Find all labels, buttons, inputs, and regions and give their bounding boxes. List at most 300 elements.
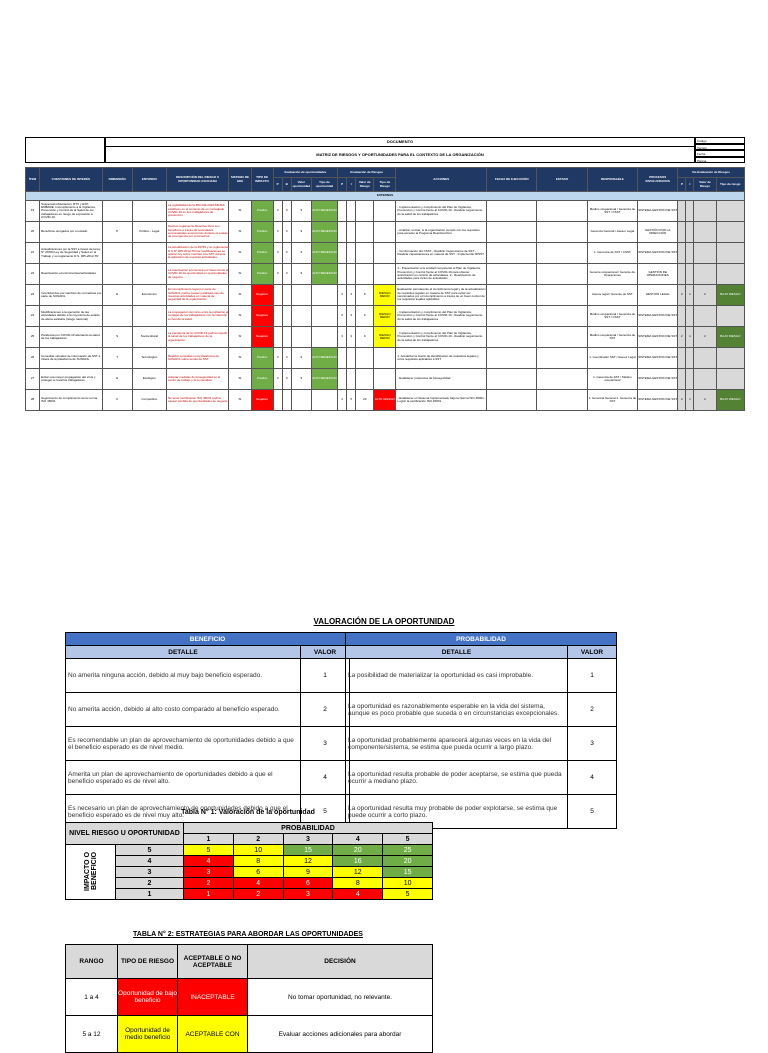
row-op-p xyxy=(273,327,282,348)
row-re-p xyxy=(678,222,686,243)
col-tipo-r: Tipo de Riesgo xyxy=(374,178,396,192)
row-acciones: - Establecer un Sistema Implementado bajo la Norma ISO 45001 - Lograr la certificación ISO 45001 xyxy=(396,390,487,411)
tabla1-prob-col: 1 xyxy=(184,834,234,845)
row-re-tipo xyxy=(716,369,744,390)
row-r-tipo: RIESGO MEDIO xyxy=(374,285,396,306)
row-op-p xyxy=(273,390,282,411)
row-cuestion: Actualizaciones por la SST a través de la ley N° 29783 Ley de Seguridad y Salud en el Trabajo y su reglamento D.S. 005-2012-TR xyxy=(40,243,102,264)
row-r-tipo xyxy=(374,264,396,285)
col-p2: P xyxy=(338,178,347,192)
row-dimension: C xyxy=(102,390,132,411)
row-estado xyxy=(537,390,587,411)
row-re-tipo xyxy=(716,201,744,222)
tabla1-row xyxy=(66,867,433,878)
tabla1-cell: 3 xyxy=(184,867,234,878)
group-reevaluacion: Re-Evaluación de Riesgos xyxy=(678,168,745,178)
row-descripcion: La pandemia de la COVID-19 podría impedir la salud de los trabajadores de la organización. xyxy=(166,327,228,348)
tabla2-col: RANGO xyxy=(66,945,118,979)
matrix-row xyxy=(26,222,745,243)
row-cuestion: Modificaciones a la ejecución de las actividades debido a la coyuntura de estado de alerta sanitaria (riesgo nacional) xyxy=(40,306,102,327)
row-entorno: Político - Legal xyxy=(132,222,166,243)
row-fecha xyxy=(487,369,537,390)
beneficio-detalle: No amerita ninguna acción, debido al muy bajo beneficio esperado. xyxy=(66,659,301,693)
matrix-header xyxy=(25,137,745,163)
tabla1-cell: 1 xyxy=(184,889,234,900)
row-tipo-impacto: Positivo xyxy=(251,369,273,390)
beneficio-detalle: Es recomendable un plan de aprovechamiento de oportunidades debido a que el beneficio esperado es de nivel medio. xyxy=(66,727,301,761)
beneficio-row xyxy=(66,693,350,727)
row-fecha xyxy=(487,285,537,306)
row-cuestion: Seguimiento de cumplimiento de la norma ISO 45001 xyxy=(40,390,102,411)
probabilidad-valor: 4 xyxy=(568,761,617,795)
row-fecha xyxy=(487,306,537,327)
row-op-tipo: ALTO BENEFICIO xyxy=(311,222,337,243)
document-title-block xyxy=(105,137,695,163)
row-responsable: 1. Gerencia de SST / Médico ocupacional xyxy=(587,369,637,390)
group-riesgo: Evaluación de Riesgos xyxy=(338,168,396,178)
document-label: DOCUMENTO xyxy=(106,138,694,147)
probabilidad-valor: 5 xyxy=(568,795,617,829)
row-descripcion: Realizar consultas en la plataforma de SUNAFIL sobre temas de SST. xyxy=(166,348,228,369)
row-tipo-impacto: Positivo xyxy=(251,201,273,222)
matrix-row xyxy=(26,348,745,369)
row-descripcion: Decreto reglamento Reactiva Perú con beneficios a través de sociedades empresariales económicas durante el estado de emergencia por coronavirus. xyxy=(166,222,228,243)
tabla1-cell: 4 xyxy=(184,856,234,867)
tabla1-row xyxy=(66,845,433,856)
row-item: 23 xyxy=(26,285,40,306)
beneficio-row xyxy=(66,727,350,761)
row-r-tipo: RIESGO MEDIO xyxy=(374,327,396,348)
row-op-tipo: ALTO BENEFICIO xyxy=(311,369,337,390)
tabla2-decision: No tomar oportunidad, no relevante. xyxy=(248,979,433,1016)
row-fecha xyxy=(487,243,537,264)
row-op-tipo: ALTO BENEFICIO xyxy=(311,201,337,222)
probabilidad-valor: 3 xyxy=(568,727,617,761)
col-i: I xyxy=(347,178,356,192)
col-procesos: PROCESOS INVOLUCRADOS xyxy=(638,168,678,192)
tabla1-cell: 10 xyxy=(383,878,433,889)
row-procesos: SISTEMA GESTION DE SST xyxy=(638,306,678,327)
col-entorno: ENTORNO xyxy=(132,168,166,192)
row-r-i xyxy=(347,243,356,264)
tabla1-cell: 9 xyxy=(283,867,333,878)
row-re-i xyxy=(686,369,694,390)
group-oportunidad: Evaluación de oportunidades xyxy=(273,168,337,178)
row-op-p: 3 xyxy=(273,222,282,243)
row-procesos: SISTEMA GESTION DE SST xyxy=(638,369,678,390)
col-responsable: RESPONSABLE xyxy=(587,168,637,192)
row-sistema: SI xyxy=(229,264,251,285)
tabla2-col: DECISIÓN xyxy=(248,945,433,979)
row-r-tipo: RIESGO MEDIO xyxy=(374,306,396,327)
row-fecha xyxy=(487,201,537,222)
row-re-tipo xyxy=(716,264,744,285)
col-b: B xyxy=(282,178,291,192)
beneficio-row xyxy=(66,659,350,693)
col-tipo-r2: Tipo de riesgo xyxy=(716,178,744,192)
row-entorno xyxy=(132,264,166,285)
row-op-p: 3 xyxy=(273,243,282,264)
tabla1-cell: 6 xyxy=(233,867,283,878)
tabla2-aceptable: ACEPTABLE CON xyxy=(178,1016,248,1053)
probabilidad-title: PROBABILIDAD xyxy=(346,633,617,646)
tabla2-caption: TABLA N° 2: ESTRATEGIAS PARA ABORDAR LAS OPORTUNIDADES xyxy=(133,931,363,938)
row-op-tipo xyxy=(311,327,337,348)
probabilidad-row xyxy=(346,727,617,761)
row-r-valor xyxy=(356,222,374,243)
row-responsable: 1. Gerencia de SST / CSST xyxy=(587,243,637,264)
row-procesos: SISTEMA GESTION DE SST xyxy=(638,348,678,369)
row-r-i xyxy=(347,264,356,285)
row-procesos: SISTEMA GESTION DE SST xyxy=(638,243,678,264)
row-estado xyxy=(537,327,587,348)
row-descripcion: No tener certificación ISO 45001 podría causar pérdida de oportunidades de negocio. xyxy=(166,390,228,411)
matrix-row xyxy=(26,285,745,306)
row-op-b: 3 xyxy=(282,264,291,285)
tabla2-col: TIPO DE RIESGO xyxy=(118,945,178,979)
row-op-tipo: ALTO BENEFICIO xyxy=(311,348,337,369)
row-op-valor xyxy=(291,327,311,348)
row-entorno xyxy=(132,201,166,222)
row-procesos: SISTEMA GESTION DE SST xyxy=(638,390,678,411)
col-sistema: SISTEMA DE GDE xyxy=(229,168,251,192)
row-op-b: 3 xyxy=(282,201,291,222)
row-descripcion: Adoptar medidas de bioseguridad en el centro de trabajo y la comunidad. xyxy=(166,369,228,390)
row-re-i xyxy=(686,243,694,264)
row-re-tipo xyxy=(716,306,744,327)
row-r-tipo xyxy=(374,222,396,243)
tabla1-benefit-value: 3 xyxy=(116,867,184,878)
row-descripcion: La actualización de la 29783 y su reglamento D.S N° 005-2012-TR las modificaciones se aplican ley sobre contrato a la SST durante la aplicación de nuestras actividades. xyxy=(166,243,228,264)
row-item: 27 xyxy=(26,369,40,390)
tabla1-benefit-value: 1 xyxy=(116,889,184,900)
row-op-valor: 9 xyxy=(291,201,311,222)
row-re-p xyxy=(678,264,686,285)
probabilidad-detalle: La oportunidad es razonablemente esperable en la vida del sistema, aunque es poco probable que suceda o en circunstancias excepcionales. xyxy=(346,693,568,727)
tabla1-cell: 3 xyxy=(283,889,333,900)
row-estado xyxy=(537,201,587,222)
row-dimension: P xyxy=(102,222,132,243)
beneficio-table xyxy=(65,632,350,829)
row-op-tipo: ALTO BENEFICIO xyxy=(311,264,337,285)
row-item: 21 xyxy=(26,243,40,264)
row-fecha xyxy=(487,348,537,369)
beneficio-valor: 2 xyxy=(301,693,350,727)
tabla1-cell: 20 xyxy=(333,845,383,856)
row-dimension: S xyxy=(102,327,132,348)
row-sistema: SI xyxy=(229,390,251,411)
tabla1-cell: 20 xyxy=(383,856,433,867)
row-re-i: 1 xyxy=(686,285,694,306)
row-re-valor: 2 xyxy=(694,390,716,411)
row-sistema: SI xyxy=(229,285,251,306)
logo-cell xyxy=(25,137,105,163)
row-r-p: 3 xyxy=(338,285,347,306)
row-op-valor: 9 xyxy=(291,222,311,243)
beneficio-title: BENEFICIO xyxy=(66,633,350,646)
row-op-valor: 9 xyxy=(291,243,311,264)
row-acciones: - Establecer protocolos de bioseguridad xyxy=(396,369,487,390)
tabla1-prob-col: 3 xyxy=(283,834,333,845)
col-p3: P xyxy=(678,178,686,192)
row-item: 19 xyxy=(26,201,40,222)
row-responsable: Médico ocupacional / Gerencia de SST / CSST xyxy=(587,306,637,327)
meta-code: Código xyxy=(695,137,745,144)
row-re-valor xyxy=(694,348,716,369)
row-item: 25 xyxy=(26,327,40,348)
tabla1-cell: 4 xyxy=(333,889,383,900)
row-procesos: GESTION LEGAL xyxy=(638,285,678,306)
tabla2-row xyxy=(66,1016,433,1053)
probabilidad-valor: 1 xyxy=(568,659,617,693)
row-acciones: - Implementación y cumplimiento del Plan de Vigilancia, Prevención y Control frente al COVID-19 - Realizar seguimiento de la salud de los trabajadores xyxy=(396,327,487,348)
tabla2-aceptable: INACEPTABLE xyxy=(178,979,248,1016)
tabla1-cell: 8 xyxy=(333,878,383,889)
tabla1-cell: 10 xyxy=(233,845,283,856)
row-acciones: 1.- Presentación a la entidad competente el Plan de Vigilancia, Prevención y Control frente al COVID-19 para obtener autorización en reinicio de actividades. 2.- Reactivación de actividades para ciclos de actividades xyxy=(396,264,487,285)
row-r-valor: 9 xyxy=(356,327,374,348)
tabla1-cell: 25 xyxy=(383,845,433,856)
row-re-p xyxy=(678,201,686,222)
tabla1-row xyxy=(66,878,433,889)
row-r-i xyxy=(347,222,356,243)
tabla1-caption: Tabla N° 1: Valoración de la oportunidad xyxy=(181,809,315,816)
row-responsable: 1. Gerencia General 2. Gerencia de SST xyxy=(587,390,637,411)
row-dimension xyxy=(102,201,132,222)
row-responsable: Asesor legal / Gerente de SST xyxy=(587,285,637,306)
row-r-tipo xyxy=(374,243,396,264)
row-responsable: 1. Coordinador SST / Asesor Legal xyxy=(587,348,637,369)
tabla1-prob-col: 2 xyxy=(233,834,283,845)
probabilidad-row xyxy=(346,693,617,727)
row-re-i: 1 xyxy=(686,327,694,348)
row-re-p xyxy=(678,306,686,327)
beneficio-row xyxy=(66,761,350,795)
row-re-i xyxy=(686,306,694,327)
row-r-i: 3 xyxy=(347,327,356,348)
row-op-tipo xyxy=(311,285,337,306)
row-descripcion: El incumplimiento legal por parte de SUNAFIL podría causar paralizaciones de nuestras actividades en materia de seguridad de la organización. xyxy=(166,285,228,306)
row-r-p: 3 xyxy=(338,306,347,327)
row-r-tipo xyxy=(374,201,396,222)
beneficio-detalle: No amerita acción, debido al alto costo comparado al beneficio esperado. xyxy=(66,693,301,727)
row-tipo-impacto: Positivo xyxy=(251,222,273,243)
tabla2-decision: Evaluar acciones adicionales para abordar xyxy=(248,1016,433,1053)
matrix-row xyxy=(26,369,745,390)
row-re-valor xyxy=(694,306,716,327)
row-r-p xyxy=(338,264,347,285)
row-dimension: E xyxy=(102,369,132,390)
row-r-valor xyxy=(356,201,374,222)
col-descripcion: DESCRIPCIÓN DEL RIESGO U OPORTUNIDAD ASOCIADA xyxy=(166,168,228,192)
meta-page: Página xyxy=(695,157,745,164)
beneficio-valor: 4 xyxy=(301,761,350,795)
row-re-i: 1 xyxy=(686,390,694,411)
col-dimension: DIMENSIÓN xyxy=(102,168,132,192)
section-externas: EXTERNAS xyxy=(26,192,745,201)
row-r-i: 3 xyxy=(347,306,356,327)
tabla1-cell: 15 xyxy=(283,845,333,856)
col-tipo: TIPO DE IMPACTO xyxy=(251,168,273,192)
row-r-valor: 9 xyxy=(356,306,374,327)
row-r-valor xyxy=(356,348,374,369)
row-cuestion: Consultas virtuales de información de SST a través de la plataforma de SUNAFIL xyxy=(40,348,102,369)
tabla1-cell: 5 xyxy=(383,889,433,900)
row-re-valor xyxy=(694,201,716,222)
tabla1-matrix xyxy=(65,822,433,900)
row-sistema: SI xyxy=(229,369,251,390)
col-p: P xyxy=(273,178,282,192)
row-op-b xyxy=(282,390,291,411)
tabla1-benefit-value: 4 xyxy=(116,856,184,867)
row-entorno xyxy=(132,243,166,264)
row-sistema: SI xyxy=(229,222,251,243)
tabla1-cell: 12 xyxy=(283,856,333,867)
tabla2-col: ACEPTABLE O NO ACEPTABLE xyxy=(178,945,248,979)
row-fecha xyxy=(487,264,537,285)
row-r-p xyxy=(338,201,347,222)
row-tipo-impacto: Positivo xyxy=(251,243,273,264)
tabla1-cell: 2 xyxy=(233,889,283,900)
row-dimension xyxy=(102,306,132,327)
tabla1-corner: NIVEL RIESGO U OPORTUNIDAD xyxy=(66,823,184,845)
row-op-valor xyxy=(291,390,311,411)
col-item: ÍTEM xyxy=(26,168,40,192)
probabilidad-detalle: La oportunidad probablemente aparecerá algunas veces en la vida del componente/sistema, se estima que pueda ocurrir a largo plazo. xyxy=(346,727,568,761)
row-op-b: 3 xyxy=(282,369,291,390)
row-estado xyxy=(537,264,587,285)
row-op-valor xyxy=(291,306,311,327)
row-r-valor xyxy=(356,243,374,264)
tabla1-impact-text: IMPACTO O BENEFICIO xyxy=(83,851,98,891)
row-r-valor: 9 xyxy=(356,285,374,306)
row-entorno: Sociocultural xyxy=(132,327,166,348)
row-r-p xyxy=(338,243,347,264)
row-re-valor xyxy=(694,264,716,285)
col-acciones: ACCIONES xyxy=(396,168,487,192)
row-item: 22 xyxy=(26,264,40,285)
row-estado xyxy=(537,348,587,369)
row-r-valor xyxy=(356,369,374,390)
row-acciones: Evaluación permanente el cumplimiento legal y de la actualización de requisitos legales en materia de SST para evitar ser sancionados por el incumplimiento a través de un buen control de los requisitos legales aplicables xyxy=(396,285,487,306)
col-fecha: FECHA DE EJECUCIÓN xyxy=(487,168,537,192)
row-cuestion: Beneficios otorgados por el estado xyxy=(40,222,102,243)
row-re-tipo: BAJO RIESGO xyxy=(716,390,744,411)
row-re-i xyxy=(686,201,694,222)
row-sistema: SI xyxy=(229,348,251,369)
tabla2-tipo: Oportunidad de medio beneficio xyxy=(118,1016,178,1053)
matrix-row xyxy=(26,390,745,411)
row-item: 24 xyxy=(26,306,40,327)
row-acciones: 1. Actualizar la matriz de identificación de requisitos legales y otros requisitos aplicables a SST xyxy=(396,348,487,369)
row-item: 20 xyxy=(26,222,40,243)
beneficio-valor: 5 xyxy=(301,795,350,829)
matrix-row xyxy=(26,327,745,348)
row-procesos: GESTIÓN POR LA DIRECCIÓN xyxy=(638,222,678,243)
row-op-b xyxy=(282,306,291,327)
row-estado xyxy=(537,243,587,264)
row-cuestion: Incertidumbre por cambios de normativas por parte de SUNAFIL xyxy=(40,285,102,306)
col-valor-op: Valor oportunidad xyxy=(291,178,311,192)
col-tipo-op: Tipo de oportunidad xyxy=(311,178,337,192)
row-cuestion: Pandemia por COVID-19 afectando la salud de los trabajadores xyxy=(40,327,102,348)
row-re-p xyxy=(678,348,686,369)
row-sistema: SI xyxy=(229,201,251,222)
row-fecha xyxy=(487,390,537,411)
row-op-p: 3 xyxy=(273,369,282,390)
row-re-i xyxy=(686,264,694,285)
row-op-p: 3 xyxy=(273,264,282,285)
probabilidad-col-detalle: DETALLE xyxy=(346,646,568,659)
tabla1-row xyxy=(66,856,433,867)
row-r-p: 4 xyxy=(338,390,347,411)
tabla1-cell: 16 xyxy=(333,856,383,867)
row-op-p: 3 xyxy=(273,348,282,369)
row-op-tipo xyxy=(311,390,337,411)
row-re-p: 2 xyxy=(678,285,686,306)
row-r-tipo xyxy=(374,348,396,369)
row-procesos: SISTEMA GESTION DE SST xyxy=(638,201,678,222)
row-re-i xyxy=(686,348,694,369)
row-r-i xyxy=(347,348,356,369)
tabla1-cell: 15 xyxy=(383,867,433,878)
row-tipo-impacto: Negativo xyxy=(251,390,273,411)
row-re-valor xyxy=(694,243,716,264)
tabla1-cell: 6 xyxy=(283,878,333,889)
row-r-p xyxy=(338,348,347,369)
row-re-p: 2 xyxy=(678,327,686,348)
row-item: 26 xyxy=(26,348,40,369)
tabla1-cell: 8 xyxy=(233,856,283,867)
beneficio-detalle: Es necesario un plan de aprovechamiento de oportunidades debido a que el beneficio esperado es de nivel muy alto. xyxy=(66,795,301,829)
beneficio-col-valor: VALOR xyxy=(301,646,350,659)
col-valor-r2: Valor de Riesgo xyxy=(694,178,716,192)
row-r-p xyxy=(338,222,347,243)
row-op-p xyxy=(273,285,282,306)
row-cuestion: Suspensión/Afectación: BTV y EXP-EMBADE. Incumplimiento a la Vigilancia, Prevención y Control de la Salud de los trabajadores en riesgo de exposición a COVID-19 xyxy=(40,201,102,222)
probabilidad-row xyxy=(346,659,617,693)
row-estado xyxy=(537,285,587,306)
tabla1-cell: 12 xyxy=(333,867,383,878)
probabilidad-col-valor: VALOR xyxy=(568,646,617,659)
matrix-row xyxy=(26,201,745,222)
beneficio-valor: 1 xyxy=(301,659,350,693)
row-op-b xyxy=(282,327,291,348)
row-op-tipo xyxy=(311,306,337,327)
row-r-i: 3 xyxy=(347,285,356,306)
tabla2-tipo: Oportunidad de bajo beneficio xyxy=(118,979,178,1016)
row-re-valor xyxy=(694,222,716,243)
row-op-b: 3 xyxy=(282,348,291,369)
row-re-p xyxy=(678,243,686,264)
matrix-row xyxy=(26,306,745,327)
row-entorno: Tecnológico xyxy=(132,348,166,369)
row-re-tipo: BAJO RIESGO xyxy=(716,285,744,306)
row-r-tipo xyxy=(374,369,396,390)
row-estado xyxy=(537,306,587,327)
document-meta xyxy=(695,137,745,163)
meta-version: Versión xyxy=(695,144,745,151)
row-r-tipo: ALTO RIESGO xyxy=(374,390,396,411)
probabilidad-valor: 2 xyxy=(568,693,617,727)
tabla1-benefit-value: 5 xyxy=(116,845,184,856)
tabla2-row xyxy=(66,979,433,1016)
row-sistema: SI xyxy=(229,243,251,264)
probabilidad-detalle: La oportunidad resulta probable de poder aceptarse, se estima que pueda ocurrir a mediano plazo. xyxy=(346,761,568,795)
meta-date: Fecha xyxy=(695,150,745,157)
row-r-i xyxy=(347,369,356,390)
col-valor-r: Valor de Riesgo xyxy=(356,178,374,192)
